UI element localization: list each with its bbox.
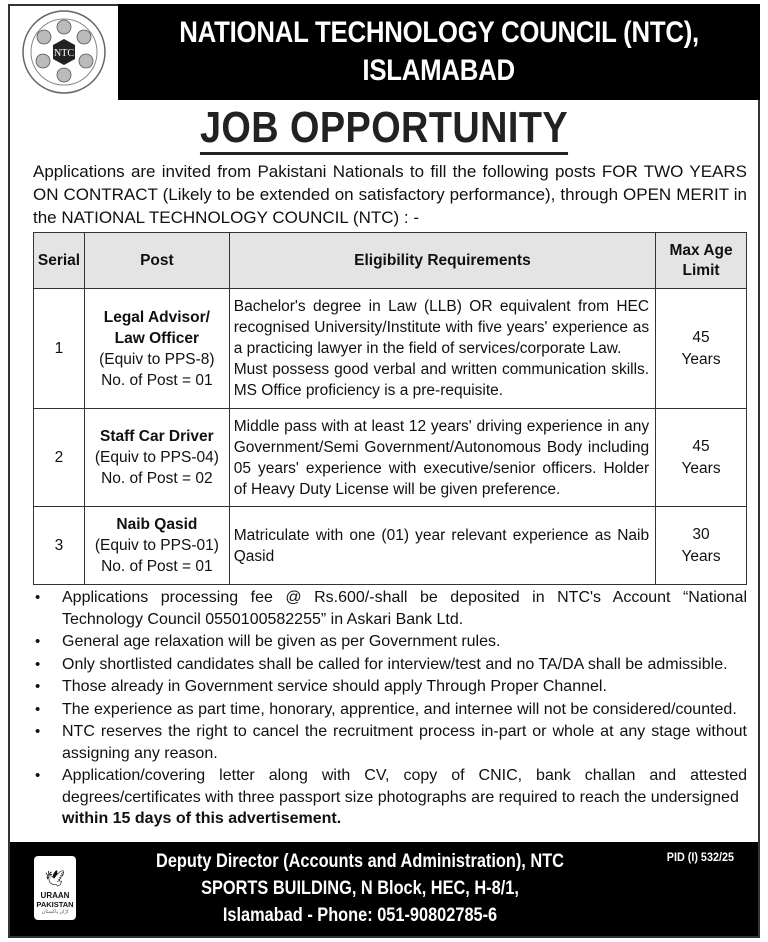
eligibility-cell: Matriculate with one (01) year relevant experience as Naib Qasid <box>229 507 655 585</box>
post-cell <box>84 409 229 507</box>
organization-title-bar <box>118 4 760 100</box>
eligibility-text: Bachelor's degree in Law (LLB) OR equivalent from HEC recognised University/Institute with five years' experience as a practicing lawyer in the field of services/corporate Law. <box>233 298 650 357</box>
list-item <box>33 765 747 830</box>
post-title: Staff Car Driver <box>100 428 214 445</box>
contact-designation: Deputy Director (Accounts and Administration), NTC <box>156 851 564 872</box>
table-row <box>34 289 747 409</box>
intro-text: Applications are invited from Pakistani Nationals to fill the following posts FOR TWO YEARS ON CONTRACT (Likely to be extended on satisfactory performance), through OPEN MERIT in the NATIONAL TECHNOLOGY COUNCIL (NTC) : - <box>33 162 747 227</box>
list-item: • The experience as part time, honorary, apprentice, and internee will not be considered/counted. <box>33 699 747 721</box>
age-cell: 45 Years <box>656 289 747 409</box>
table-row <box>34 409 747 507</box>
post-title: Legal Advisor/ <box>103 308 210 326</box>
list-item: • Those already in Government service should apply Through Proper Channel. <box>33 676 747 698</box>
post-cell <box>84 507 229 585</box>
age-cell: 30 Years <box>656 507 747 585</box>
post-equiv: (Equiv to PPS-8) <box>99 350 215 368</box>
list-item: • Applications processing fee @ Rs.600/-shall be deposited in NTC's Account “National Technology Council 0550100582255” in Askari Bank Ltd. <box>33 587 747 630</box>
contact-phone: Islamabad - Phone: 051-90802785-6 <box>222 905 498 926</box>
table-row <box>34 507 747 585</box>
post-cell <box>84 289 229 409</box>
ntc-logo <box>10 6 118 98</box>
note-text: Application/covering letter along with CV, copy of CNIC, bank challan and attested degrees/certificates with three passport size photographs are required to reach the undersigned <box>62 767 747 806</box>
uraan-pakistan-logo: 🕊 URAAN PAKISTAN اڑان پاکستان <box>34 856 76 920</box>
contact-building: SPORTS BUILDING, N Block, HEC, H-8/1, <box>201 878 519 899</box>
organization-city: ISLAMABAD <box>362 54 516 87</box>
list-item: • General age relaxation will be given as per Government rules. <box>33 631 747 653</box>
post-count: No. of Post = 01 <box>101 558 213 575</box>
header-eligibility: Eligibility Requirements <box>229 233 655 289</box>
post-equiv: (Equiv to PPS-01) <box>94 537 219 554</box>
post-count: No. of Post = 02 <box>101 470 213 487</box>
pid-number: PID (I) 532/25 <box>667 850 735 864</box>
intro-paragraph <box>33 160 747 229</box>
post-title: Law Officer <box>114 329 200 347</box>
uraan-pakistan-bird-icon: 🕊 <box>44 871 66 888</box>
deadline-text: within 15 days of this advertisement. <box>62 810 342 827</box>
list-item: • Only shortlisted candidates shall be called for interview/test and no TA/DA shall be admissible. <box>33 654 747 676</box>
header-post: Post <box>84 233 229 289</box>
contact-address <box>100 848 620 929</box>
post-count: No. of Post = 01 <box>101 371 213 389</box>
eligibility-cell <box>229 289 655 409</box>
header-max-age: Max Age Limit <box>656 233 747 289</box>
serial-cell: 1 <box>34 289 85 409</box>
job-opportunity-heading <box>0 104 768 155</box>
list-item: • NTC reserves the right to cancel the recruitment process in-part or whole at any stage without assigning any reason. <box>33 721 747 764</box>
footer-contact-bar <box>10 842 758 936</box>
page-title: JOB OPPORTUNITY <box>200 104 568 155</box>
serial-cell: 2 <box>34 409 85 507</box>
ntc-seal-icon <box>21 9 107 95</box>
terms-list <box>33 587 747 831</box>
posts-table <box>33 232 747 585</box>
header-serial: Serial <box>34 233 85 289</box>
organization-name: NATIONAL TECHNOLOGY COUNCIL (NTC), <box>179 16 699 49</box>
post-equiv: (Equiv to PPS-04) <box>94 449 219 466</box>
eligibility-cell: Middle pass with at least 12 years' driving experience in any Government/Semi Government/Autonomous Body including 05 years' experience with executive/senior officers. Holder of Heavy Duty License will be given preference. <box>229 409 655 507</box>
age-cell: 45 Years <box>656 409 747 507</box>
serial-cell: 3 <box>34 507 85 585</box>
post-title: Naib Qasid <box>116 516 198 533</box>
header <box>8 4 760 100</box>
eligibility-text: Must possess good verbal and written communication skills. MS Office proficiency is a pre-requisite. <box>233 361 650 399</box>
svg-text:NTC: NTC <box>54 48 74 59</box>
table-header-row <box>34 233 747 289</box>
